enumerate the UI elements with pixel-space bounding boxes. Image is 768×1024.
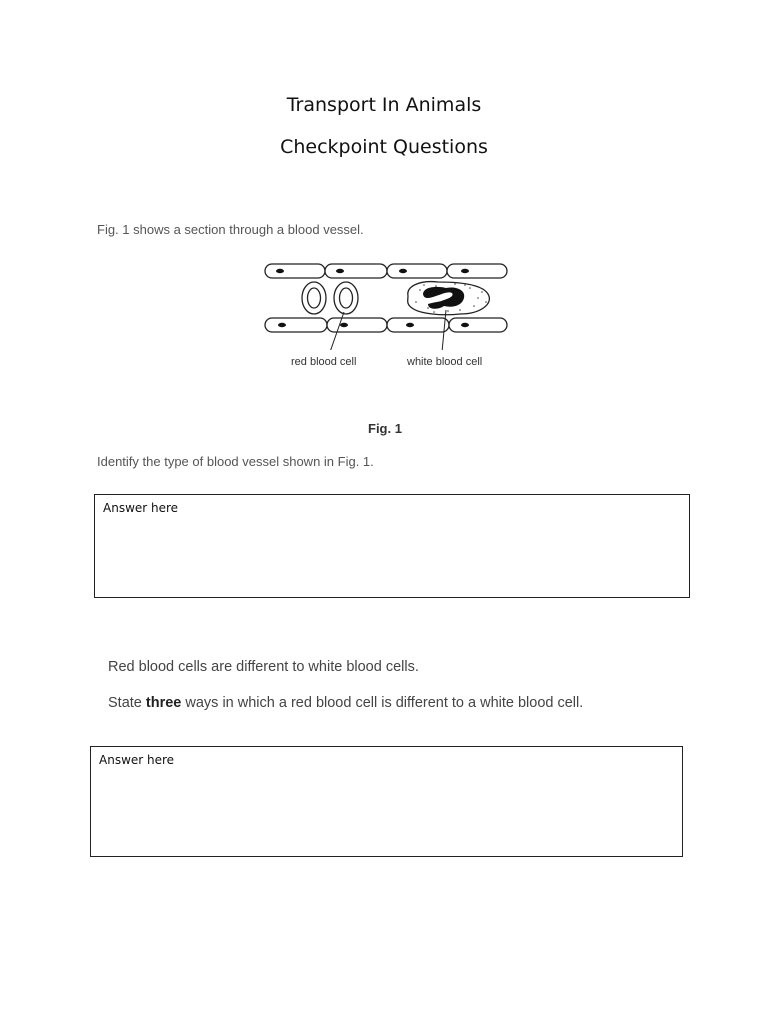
endothelial-cell-top-2	[325, 264, 387, 278]
endothelial-cell-top-4	[447, 264, 507, 278]
blood-vessel-diagram	[260, 258, 520, 350]
question2-prompt-start: State	[108, 695, 146, 711]
question2-prompt-emphasis: three	[145, 695, 182, 711]
red-blood-cells	[302, 282, 358, 314]
answer-box-1[interactable]	[94, 494, 690, 598]
endothelial-cell-bottom-3	[387, 318, 449, 332]
endothelial-cell-top-1	[265, 264, 325, 278]
white-blood-cell-label: white blood cell	[407, 356, 483, 368]
red-blood-cell-label: red blood cell	[291, 356, 357, 368]
question2-prompt-end: ways in which a red blood cell is different to a white blood cell.	[181, 695, 584, 711]
figure-caption: Fig. 1	[368, 421, 402, 436]
question1-intro: Fig. 1 shows a section through a blood vessel.	[97, 222, 364, 237]
endothelial-cell-top-3	[387, 264, 447, 278]
page-title: Transport In Animals	[286, 94, 482, 116]
answer-box-1-label: Answer here	[103, 501, 179, 515]
white-blood-cell	[408, 282, 490, 315]
endothelial-cell-bottom-4	[449, 318, 507, 332]
endothelial-cell-bottom-1	[265, 318, 327, 332]
endothelial-cell-bottom-2	[327, 318, 387, 332]
question1-prompt: Identify the type of blood vessel shown in Fig. 1.	[97, 454, 374, 469]
question2-prompt	[108, 695, 583, 711]
answer-box-2[interactable]	[90, 746, 683, 857]
page-subtitle: Checkpoint Questions	[280, 136, 488, 158]
question2-intro: Red blood cells are different to white blood cells.	[108, 659, 419, 675]
answer-box-2-label: Answer here	[99, 753, 175, 767]
